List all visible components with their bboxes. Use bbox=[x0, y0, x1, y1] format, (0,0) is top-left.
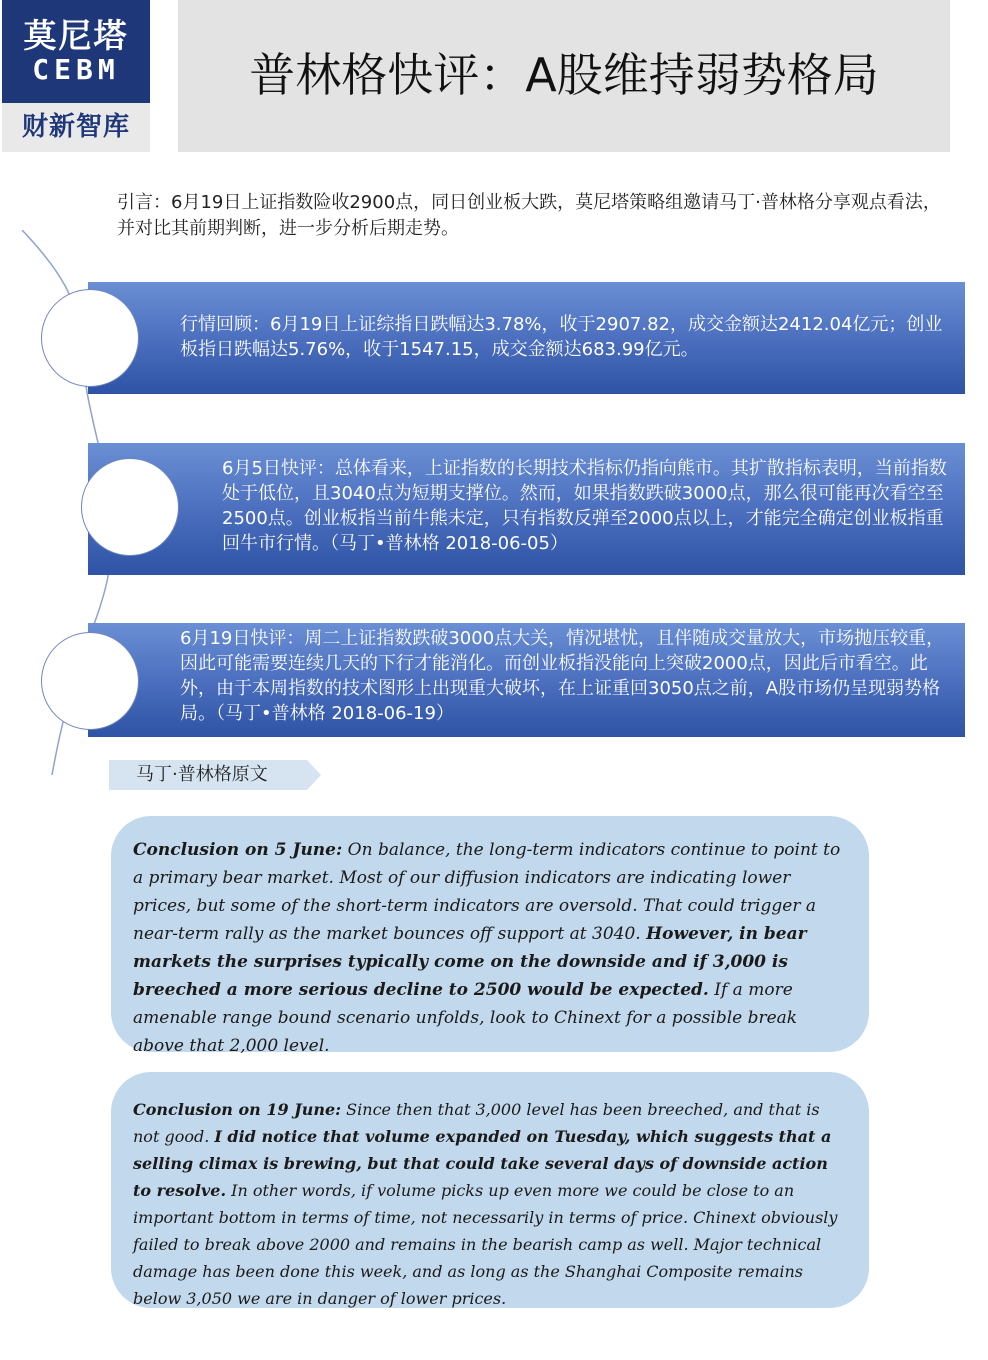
logo-mark bbox=[2, 0, 150, 103]
bullet-circle bbox=[41, 632, 139, 730]
logo-name-cn: 莫尼塔 bbox=[23, 16, 129, 55]
quote-lead: Conclusion on 5 June: bbox=[133, 840, 343, 860]
bullet-circle bbox=[81, 458, 179, 556]
quote-body: If a more amenable range bound scenario unfolds, look to Chinext for a possible break above that 2,000 level. bbox=[133, 980, 798, 1056]
english-quote-june5 bbox=[111, 816, 869, 1056]
june5-comment-text: 6月5日快评：总体看来，上证指数的长期技术指标仍指向熊市。其扩散指标表明，当前指数处于低位，且3040点为短期支撑位。然而，如果指数跌破3000点，那么很可能再次看空至2500点。创业板指当前牛熊未定，只有指数反弹至2000点以上，才能完全确定创业板指重回牛市行情。（马丁•普林格 2018-06-05） bbox=[222, 458, 947, 554]
june5-comment-band bbox=[88, 443, 965, 575]
section-label-text: 马丁·普林格原文 bbox=[136, 764, 268, 785]
quote-text bbox=[133, 836, 851, 1060]
cebm-logo bbox=[2, 0, 150, 152]
market-review-band bbox=[88, 282, 965, 394]
quote-lead: Conclusion on 19 June: bbox=[133, 1100, 342, 1119]
june19-comment-band bbox=[88, 623, 965, 737]
quote-emphasis: I did notice that volume expanded on Tuesday, which suggests that a selling climax is brewing, but that could take several days of downside action to resolve. bbox=[133, 1127, 832, 1200]
english-quote-june19 bbox=[111, 1072, 869, 1308]
bullet-circle bbox=[41, 289, 139, 387]
quote-body: In other words, if volume picks up even more we could be close to an important bottom in terms of time, not necessarily in terms of price. Chinext obviously failed to break above 2000 and remains in the bearish camp as well. Major technical damage has been done this week, and as long as the Shanghai Composite remains below 3,050 we are in danger of lower prices. bbox=[133, 1181, 838, 1308]
quote-body: Since then that 3,000 level has been breeched, and that is not good. bbox=[133, 1100, 820, 1146]
title-banner bbox=[178, 0, 950, 152]
june19-comment-text: 6月19日快评：周二上证指数跌破3000点大关，情况堪忧，且伴随成交量放大，市场抛压较重，因此可能需要连续几天的下行才能消化。而创业板指没能向上突破2000点，因此后市看空。此外，由于本周指数的技术图形上出现重大破坏，在上证重回3050点之前，A股市场仍呈现弱势格局。（马丁•普林格 2018-06-19） bbox=[180, 628, 945, 724]
quote-emphasis: However, in bear markets the surprises typically come on the downside and if 3,000 is breeched a more serious decline to 2500 would be expected. bbox=[133, 924, 807, 1000]
section-label bbox=[109, 760, 321, 790]
intro-paragraph: 引言：6月19日上证指数险收2900点，同日创业板大跌，莫尼塔策略组邀请马丁·普林格分享观点看法，并对比其前期判断，进一步分析后期走势。 bbox=[117, 192, 941, 239]
quote-text bbox=[133, 1096, 851, 1312]
market-review-text: 行情回顾：6月19日上证综指日跌幅达3.78%，收于2907.82，成交金额达2412.04亿元；创业板指日跌幅达5.76%，收于1547.15，成交金额达683.99亿元。 bbox=[180, 314, 943, 360]
logo-subtitle: 财新智库 bbox=[2, 103, 150, 152]
logo-name-en: CEBM bbox=[32, 53, 120, 86]
quote-body: On balance, the long-term indicators continue to point to a primary bear market. Most of our diffusion indicators are indicating lower prices, but some of the short-term indicators are oversold. That could trigger a near-term rally as the market bounces off support at 3040. bbox=[133, 840, 841, 944]
page-title: 普林格快评：A股维持弱势格局 bbox=[249, 48, 879, 102]
